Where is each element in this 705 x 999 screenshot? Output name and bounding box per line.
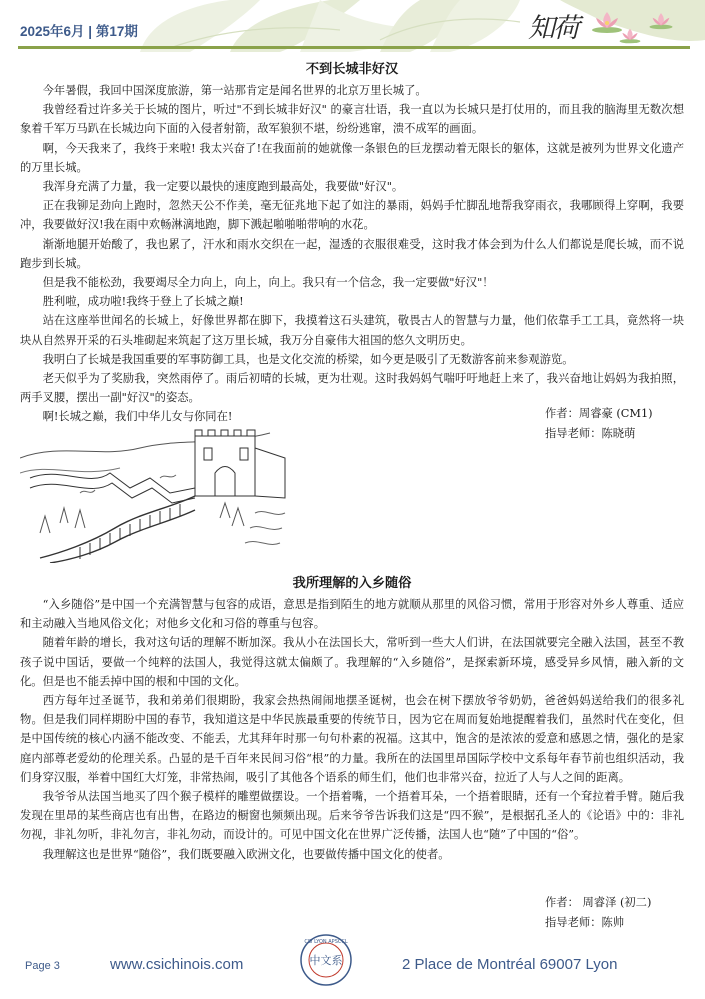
article2-byline bbox=[545, 893, 651, 932]
paragraph: 我理解这也是世界“随俗”，我们既要融入欧洲文化，也要做传播中国文化的使者。 bbox=[42, 847, 450, 861]
paragraph: 西方每年过圣诞节，我和弟弟们很期盼，我家会热热闹闹地摆圣诞树，也会在树下摆放爷爷奶奶，爸爸妈妈送给我们的很多礼物。但是我们同样期盼中国的春节，我知道这是中华民族最重要的传统节日，因为它在周而复始地提醒着我们，虽然时代在变化，但是中国传统的核心内涵不能改变、不能丢，尤其拜年时那一句句朴素的祝福。这其中，饱含的是浓浓的爱意和感恩之情，强化的是家庭内部尊老爱幼的伦理关系。凸显的是千百年来民间习俗“根”的力量。我所在的法国里昂国际学校中文系每年春节前也组织活动，我们身穿汉服，举着中国红大灯笼，非常热闹，吸引了其他各个语系的师生们，他们也非常兴奋，拉近了人与人之间的距离。 bbox=[20, 694, 684, 784]
article-title: 不到长城非好汉 bbox=[305, 62, 399, 77]
article1-byline bbox=[545, 404, 653, 443]
paragraph: 随着年龄的增长，我对这句话的理解不断加深。我从小在法国长大，常听到一些大人们讲，在法国就要完全融入法国，甚至不教孩子说中国话，要做一个纯粹的法国人，我觉得这就太偏颇了。我理解的“入乡随俗”，是探索新环境，感受异乡风情，融入新的文化。但是也不能丢掉中国的根和中国的文化。 bbox=[20, 636, 684, 688]
paragraph: 我曾经看过许多关于长城的图片，听过"不到长城非好汉" 的豪言壮语，我一直以为长城只是打仗用的，而且我的脑海里无数次想象着千军万马趴在长城边向下面的入侵者射箭，敌军狼狈不堪，纷纷逃窜，溃不成军的画面。 bbox=[20, 103, 684, 136]
issue-label: 2025年6月 | 第17期 bbox=[20, 24, 138, 39]
paragraph: 我爷爷从法国当地买了四个猴子模样的雕塑做摆设。一个捂着嘴，一个捂着耳朵，一个捂着眼睛，还有一个耷拉着手臂。随后我发现在里昂的某些商店也有出售，在路边的橱窗也频频出现。后来爷爷告诉我们这是“四不猴”，是根据孔圣人的《论语》中的：非礼勿视，非礼勿听，非礼勿言，非礼勿动，而设计的。可见中国文化在世界广泛传播，法国人也“随”了中国的“俗”。 bbox=[20, 790, 684, 842]
logo-text: 中文系 bbox=[309, 954, 343, 967]
paragraph: 正在我铆足劲向上跑时，忽然天公不作美，毫无征兆地下起了如注的暴雨，妈妈手忙脚乱地帮我穿雨衣，我哪顾得上穿啊，我要冲，我要做好汉!我在雨中欢畅淋漓地跑，脚下溅起啪啪啪带响的水花。 bbox=[20, 199, 684, 232]
logo-ring-text: CSI LYON APSCCL bbox=[304, 939, 348, 945]
teacher: 指导老师：陈晓萌 bbox=[545, 426, 636, 440]
paragraph: 我明白了长城是我国重要的军事防御工具，也是文化交流的桥梁，如今更是吸引了无数游客前来参观游览。 bbox=[42, 352, 574, 366]
paragraph: 啊!长城之巅，我们中华儿女与你同在! bbox=[42, 410, 233, 424]
paragraph: 我浑身充满了力量，我一定要以最快的速度跑到最高处，我要做"好汉"。 bbox=[42, 180, 404, 194]
website-link[interactable]: www.csichinois.com bbox=[110, 956, 244, 973]
page-number: Page 3 bbox=[25, 960, 60, 972]
lotus-flower-small-icon bbox=[618, 26, 642, 44]
author: 作者：周睿豪 (CM1) bbox=[545, 407, 653, 420]
school-logo bbox=[300, 934, 352, 986]
paragraph: 胜利啦，成功啦!我终于登上了长城之巅! bbox=[42, 295, 244, 309]
address: 2 Place de Montréal 69007 Lyon bbox=[402, 956, 618, 973]
lotus-flower-right-icon bbox=[648, 10, 674, 30]
great-wall-illustration bbox=[20, 418, 290, 563]
paragraph: 站在这座举世闻名的长城上，好像世界都在脚下，我摸着这石头建筑，敬畏古人的智慧与力量，他们依靠手工工具，竟然将一块块从自然界开采的石头堆砌起来筑起了这万里长城，我万分自豪伟大祖国的悠久文明历史。 bbox=[20, 314, 684, 347]
paragraph: 老天似乎为了奖励我，突然雨停了。雨后初晴的长城，更为壮观。这时我妈妈气喘吁吁地赶上来了，我兴奋地让妈妈为我拍照，两手叉腰，摆出一副"好汉"的姿态。 bbox=[20, 372, 684, 405]
paragraph: 但是我不能松劲，我要竭尽全力向上，向上，向上。我只有一个信念，我一定要做"好汉"！ bbox=[42, 276, 494, 290]
teacher: 指导老师：陈帅 bbox=[545, 915, 625, 929]
paragraph: 啊，今天我来了，我终于来啦! 我太兴奋了!在我面前的她就像一条银色的巨龙摆动着无限长的躯体，这就是被列为世界文化遗产的万里长城。 bbox=[20, 141, 684, 174]
article-great-wall bbox=[20, 61, 684, 427]
header-rule bbox=[18, 46, 690, 49]
author: 作者： 周睿泽 (初二) bbox=[545, 896, 652, 909]
paragraph: “入乡随俗”是中国一个充满智慧与包容的成语，意思是指到陌生的地方就顺从那里的风俗习惯，常用于形容对外乡人尊重、适应和主动融入当地风俗文化；对他乡文化和习俗的尊重与包容。 bbox=[20, 598, 684, 631]
paragraph: 渐渐地腿开始酸了，我也累了，汗水和雨水交织在一起，湿透的衣服很难受，这时我才体会到为什么人们都说是爬长城，而不说跑步到长城。 bbox=[20, 237, 684, 270]
paragraph: 今年暑假，我回中国深度旅游，第一站那肯定是闻名世界的北京万里长城了。 bbox=[42, 84, 427, 97]
article-customs bbox=[20, 575, 684, 864]
brand-calligraphy: 知荷 bbox=[528, 13, 578, 44]
article-title: 我所理解的入乡随俗 bbox=[292, 576, 412, 591]
